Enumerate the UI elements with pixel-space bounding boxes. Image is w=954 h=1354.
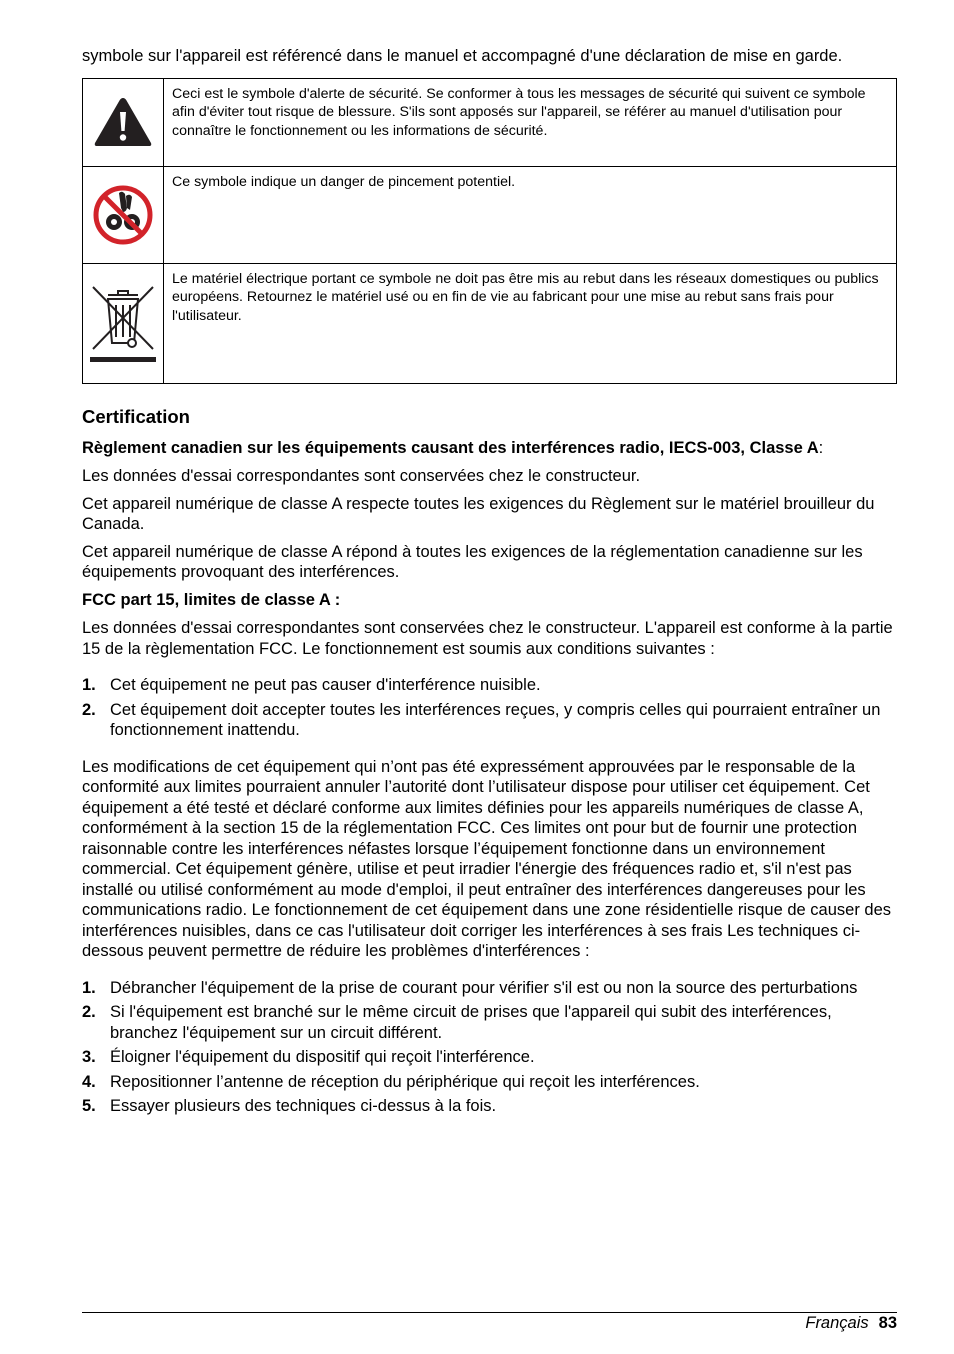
list-text: Si l'équipement est branché sur le même circuit de prises que l'appareil qui subit des interférences, branchez l'équipement sur un circuit différent. xyxy=(110,1003,832,1042)
safety-symbols-table xyxy=(82,78,897,384)
symbol-description: Le matériel électrique portant ce symbole ne doit pas être mis au rebut dans les réseaux domestiques ou publics européens. Retournez le matériel usé ou en fin de vie au fabricant pour une mise au rebut sans frais pour l'utilisateur. xyxy=(164,263,897,383)
list-number: 2. xyxy=(82,1003,96,1021)
symbol-description: Ce symbole indique un danger de pincement potentiel. xyxy=(164,166,897,263)
list-text: Cet équipement ne peut pas causer d'interférence nuisible. xyxy=(110,676,541,694)
fcc-heading: FCC part 15, limites de classe A : xyxy=(82,590,341,609)
fcc-paragraph: Les données d'essai correspondantes sont conservées chez le constructeur. L'appareil est conforme à la partie 15 de la règlementation FCC. Le fonctionnement est soumis aux conditions suivantes : xyxy=(82,619,893,658)
list-text: Essayer plusieurs des techniques ci-dessus à la fois. xyxy=(110,1097,497,1115)
list-number: 2. xyxy=(82,700,96,719)
page-content xyxy=(82,46,897,1131)
footer-divider xyxy=(82,1312,897,1313)
warning-triangle-icon xyxy=(93,96,153,148)
canada-heading-suffix: : xyxy=(818,438,824,457)
list-item xyxy=(82,700,897,741)
canada-paragraph: Cet appareil numérique de classe A répond à toutes les exigences de la réglementation canadienne sur les équipements provoquant des interférences. xyxy=(82,542,863,581)
canada-heading-text: Règlement canadien sur les équipements causant des interférences radio, IECS-003, Classe A xyxy=(82,438,819,457)
page-number: 83 xyxy=(878,1314,897,1332)
list-item xyxy=(82,1096,897,1117)
symbol-row xyxy=(83,78,897,166)
pinch-hazard-icon xyxy=(92,184,154,246)
list-text: Cet équipement doit accepter toutes les interférences reçues, y compris celles qui pourraient entraîner un fonctionnement inattendu. xyxy=(110,700,881,739)
list-text: Débrancher l'équipement de la prise de courant pour vérifier s'il est ou non la source des perturbations xyxy=(110,978,858,997)
page-footer xyxy=(805,1313,897,1333)
canada-regulation-heading xyxy=(82,438,897,459)
list-item xyxy=(82,978,897,999)
modifications-paragraph: Les modifications de cet équipement qui n’ont pas été expressément approuvées par le responsable de la conformité aux limites pourraient annuler l’autorité dont l’utilisateur dispose pour utiliser cet équipement. Cet équipement a été testé et déclaré conforme aux limites définies pour les appareils numériques de classe A, conformément à la section 15 de la réglementation FCC. Ces limites ont pour but de fournir une protection raisonnable contre les interférences néfastes lorsque l’équipement fonctionne dans un environnement commercial. Cet équipement génère, utilise et peut irradier l'énergie des fréquences radio et, s'il n'est pas installé ou utilisé conformément au mode d'emploi, il peut entraîner des interférences dangereuses pour les communications radio. Le fonctionnement de cet équipement dans une zone résidentielle risque de causer des interférences nuisibles, dans ce cas l'utilisateur doit corriger les interférences à ses frais Les techniques ci-dessous peuvent permettre de réduire les problèmes d'interférences : xyxy=(82,757,891,960)
list-text: Repositionner l’antenne de réception du périphérique qui reçoit les interférences. xyxy=(110,1072,700,1091)
canada-paragraph: Cet appareil numérique de classe A respecte toutes les exigences du Règlement sur le matériel brouilleur du Canada. xyxy=(82,494,875,533)
intro-text: symbole sur l'appareil est référencé dans le manuel et accompagné d'une déclaration de mise en garde. xyxy=(82,47,843,65)
list-number: 5. xyxy=(82,1097,96,1115)
list-number: 1. xyxy=(82,676,96,694)
list-number: 3. xyxy=(82,1048,96,1066)
techniques-list xyxy=(82,978,897,1117)
conditions-list xyxy=(82,675,897,741)
list-text: Éloigner l'équipement du dispositif qui reçoit l'interférence. xyxy=(110,1048,535,1066)
list-item xyxy=(82,675,897,696)
symbol-row xyxy=(83,263,897,383)
footer-language: Français xyxy=(805,1314,869,1332)
symbol-row xyxy=(83,166,897,263)
list-item xyxy=(82,1002,897,1043)
list-item xyxy=(82,1047,897,1068)
list-number: 4. xyxy=(82,1072,96,1091)
certification-heading: Certification xyxy=(82,405,190,427)
list-item xyxy=(82,1072,897,1093)
symbol-description: Ceci est le symbole d'alerte de sécurité. Se conformer à tous les messages de sécurité qui suivent ce symbole afin d'éviter tout risque de blessure. S'ils sont apposés sur l'appareil, se référer au manuel d'utilisation pour connaître le fonctionnement ou les informations de sécurité. xyxy=(164,78,897,166)
list-number: 1. xyxy=(82,978,96,997)
canada-paragraph: Les données d'essai correspondantes sont conservées chez le constructeur. xyxy=(82,467,641,485)
crossed-bin-icon xyxy=(88,279,158,367)
